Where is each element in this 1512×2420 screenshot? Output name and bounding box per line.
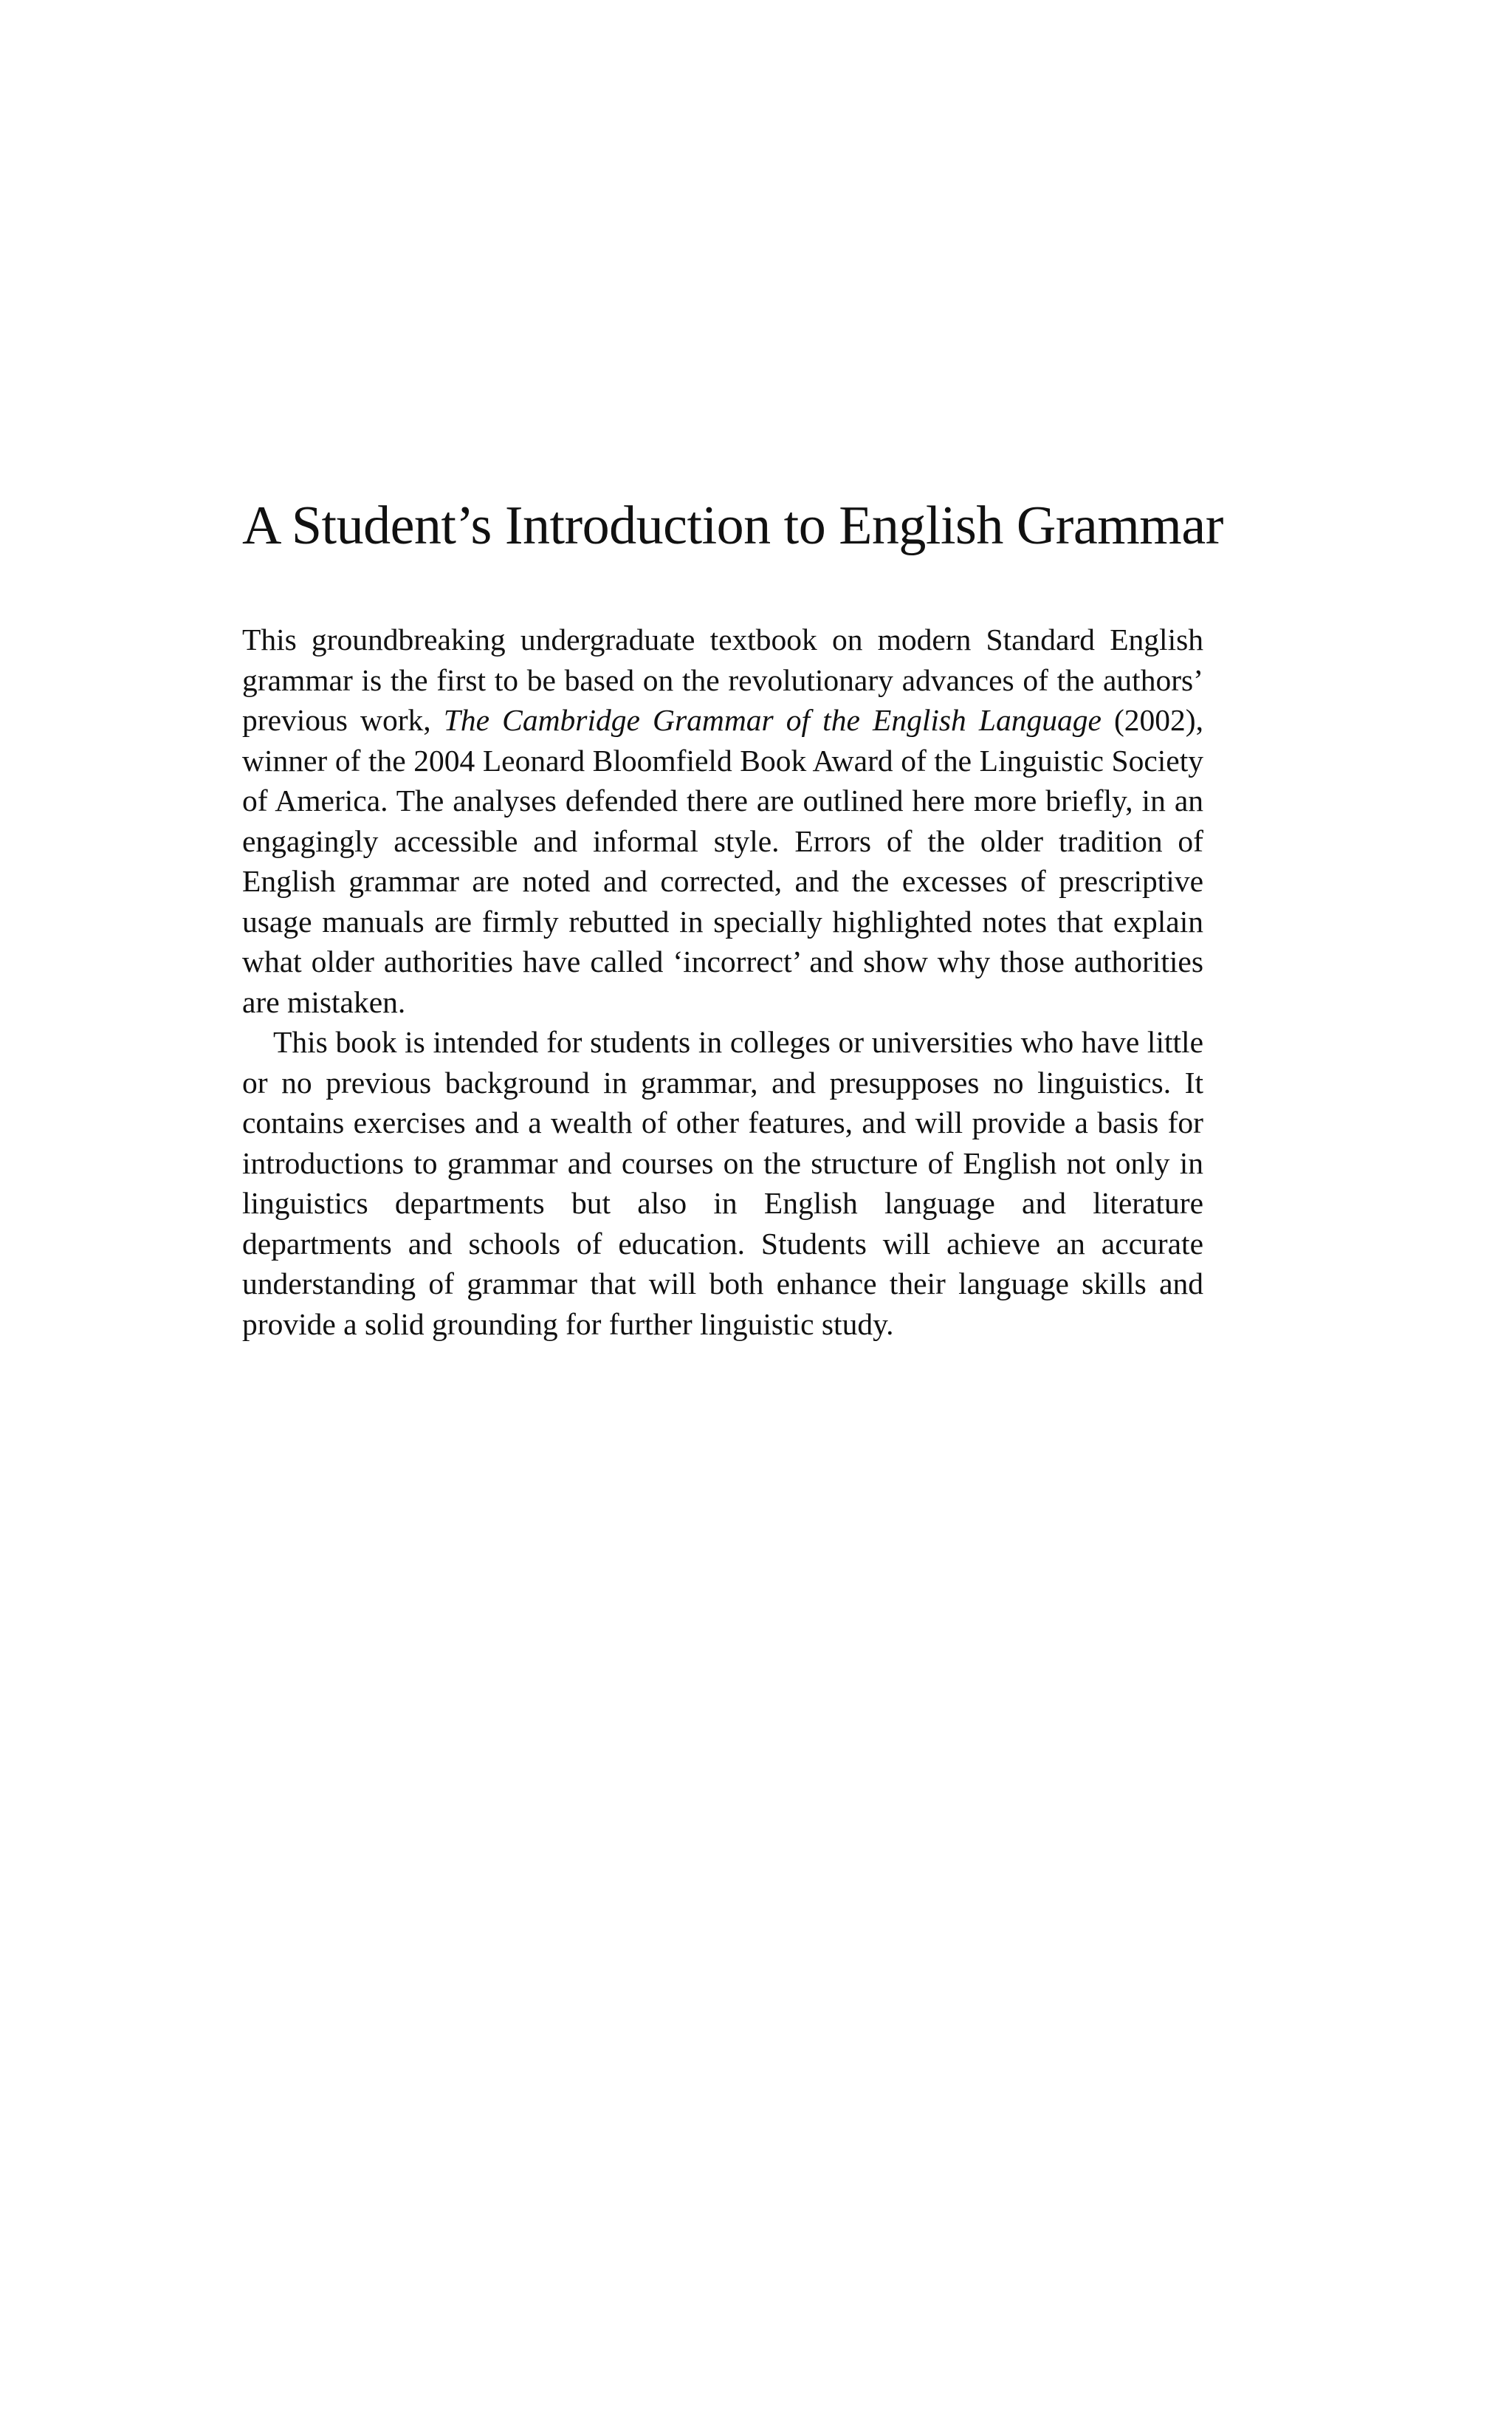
book-description (242, 620, 1203, 1344)
book-title: A Student’s Introduction to English Grammar (242, 496, 1223, 556)
cited-book-title: The Cambridge Grammar of the English Language (443, 703, 1102, 738)
description-paragraph-2: This book is intended for students in colleges or universities who have little or no previous background in grammar, and presupposes no linguistics. It contains exercises and a wealth of other features, and will provide a basis for introductions to grammar and courses on the structure of English not only in linguistics departments but also in English language and literature departments and schools of education. Students will achieve an accurate understanding of grammar that will both enhance their language skills and provide a solid grounding for further linguistic study. (242, 1025, 1203, 1341)
paragraph-1-text-end: (2002), winner of the 2004 Leonard Bloomfield Book Award of the Linguistic Society of America. The analyses defended there are outlined here more briefly, in an engagingly accessible and informal style. Errors of the older tradition of English grammar are noted and corrected, and the excesses of prescriptive usage manuals are firmly rebutted in specially highlighted notes that explain what older authorities have called ‘incorrect’ and show why those authorities are mistaken. (242, 703, 1204, 1019)
page-content (242, 496, 1223, 1344)
description-paragraph-1 (242, 620, 1203, 1022)
paragraph-1-text-start: This groundbreaking undergraduate textbook on modern Standard English grammar is the first to be based on the revolutionary advances of the authors’ previous work, (242, 623, 1203, 738)
